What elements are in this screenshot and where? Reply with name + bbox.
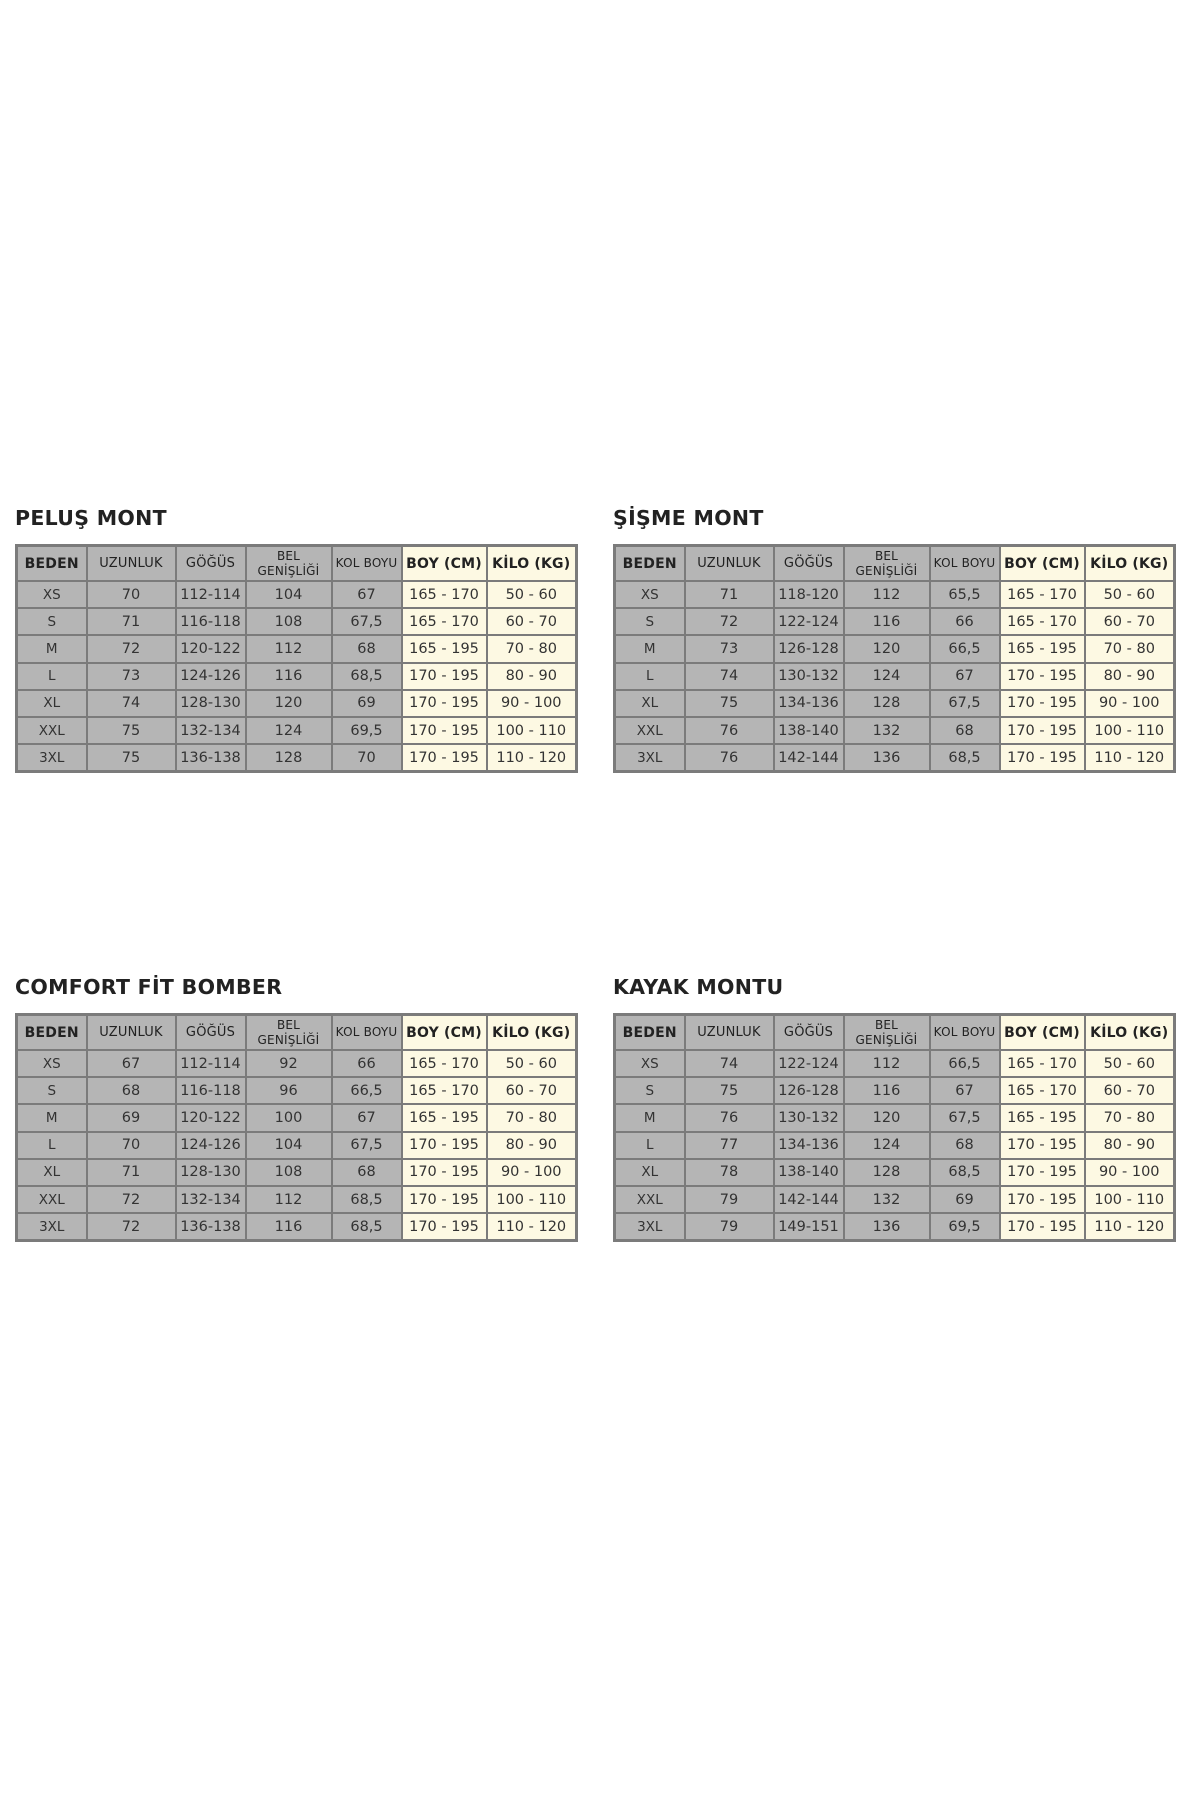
cell-kol-boyu: 68 xyxy=(930,1132,1000,1159)
cell-beden: XS xyxy=(17,581,87,608)
cell-gogus: 138-140 xyxy=(774,1159,844,1186)
cell-bel-genisligi: 116 xyxy=(246,663,332,690)
cell-gogus: 136-138 xyxy=(176,744,246,772)
cell-uzunluk: 74 xyxy=(87,690,176,717)
cell-uzunluk: 75 xyxy=(87,744,176,772)
cell-kilo: 110 - 120 xyxy=(487,744,577,772)
size-table xyxy=(15,544,578,773)
cell-uzunluk: 71 xyxy=(87,608,176,635)
size-table xyxy=(613,544,1176,773)
cell-bel-genisligi: 104 xyxy=(246,1132,332,1159)
cell-gogus: 130-132 xyxy=(774,663,844,690)
cell-kol-boyu: 67,5 xyxy=(930,1104,1000,1131)
cell-boy: 170 - 195 xyxy=(402,663,487,690)
col-header-boy: BOY (CM) xyxy=(402,546,487,582)
cell-gogus: 122-124 xyxy=(774,608,844,635)
cell-kilo: 100 - 110 xyxy=(1085,717,1175,744)
cell-beden: 3XL xyxy=(17,744,87,772)
table-body xyxy=(17,581,577,772)
cell-boy: 170 - 195 xyxy=(402,744,487,772)
cell-beden: XXL xyxy=(615,1186,685,1213)
cell-uzunluk: 67 xyxy=(87,1050,176,1077)
cell-kilo: 60 - 70 xyxy=(1085,1077,1175,1104)
col-header-bel-genisligi: BEL GENİŞLİĞİ xyxy=(844,546,930,582)
cell-kilo: 80 - 90 xyxy=(1085,1132,1175,1159)
table-row xyxy=(17,1132,577,1159)
cell-bel-genisligi: 116 xyxy=(246,1213,332,1241)
cell-bel-genisligi: 128 xyxy=(246,744,332,772)
cell-uzunluk: 71 xyxy=(685,581,774,608)
col-header-boy: BOY (CM) xyxy=(402,1015,487,1051)
cell-gogus: 138-140 xyxy=(774,717,844,744)
cell-bel-genisligi: 112 xyxy=(844,1050,930,1077)
cell-boy: 165 - 170 xyxy=(402,1050,487,1077)
cell-kilo: 50 - 60 xyxy=(1085,1050,1175,1077)
cell-gogus: 132-134 xyxy=(176,1186,246,1213)
cell-bel-genisligi: 120 xyxy=(246,690,332,717)
table-body xyxy=(17,1050,577,1241)
cell-uzunluk: 72 xyxy=(87,1213,176,1241)
cell-uzunluk: 70 xyxy=(87,581,176,608)
table-row xyxy=(17,581,577,608)
cell-gogus: 134-136 xyxy=(774,1132,844,1159)
cell-boy: 170 - 195 xyxy=(1000,1159,1085,1186)
cell-kol-boyu: 68,5 xyxy=(332,1213,402,1241)
cell-kilo: 110 - 120 xyxy=(1085,1213,1175,1241)
col-header-bel-genisligi: BEL GENİŞLİĞİ xyxy=(246,1015,332,1051)
cell-boy: 170 - 195 xyxy=(402,690,487,717)
cell-boy: 170 - 195 xyxy=(1000,744,1085,772)
table-row xyxy=(17,635,577,662)
cell-kilo: 60 - 70 xyxy=(487,608,577,635)
table-row xyxy=(615,717,1175,744)
cell-gogus: 124-126 xyxy=(176,663,246,690)
section-title: PELUŞ MONT xyxy=(15,506,167,530)
col-header-kilo: KİLO (KG) xyxy=(487,1015,577,1051)
cell-kilo: 90 - 100 xyxy=(487,1159,577,1186)
table-row xyxy=(615,635,1175,662)
table-row xyxy=(615,1186,1175,1213)
section-title: COMFORT FİT BOMBER xyxy=(15,975,283,999)
cell-kilo: 100 - 110 xyxy=(1085,1186,1175,1213)
col-header-beden: BEDEN xyxy=(17,1015,87,1051)
col-header-bel-genisligi: BEL GENİŞLİĞİ xyxy=(246,546,332,582)
cell-uzunluk: 73 xyxy=(87,663,176,690)
cell-beden: XL xyxy=(615,1159,685,1186)
cell-boy: 170 - 195 xyxy=(402,1186,487,1213)
cell-kol-boyu: 67,5 xyxy=(332,1132,402,1159)
cell-gogus: 128-130 xyxy=(176,1159,246,1186)
cell-boy: 165 - 170 xyxy=(1000,1077,1085,1104)
cell-gogus: 130-132 xyxy=(774,1104,844,1131)
cell-boy: 165 - 195 xyxy=(1000,635,1085,662)
cell-gogus: 118-120 xyxy=(774,581,844,608)
table-row xyxy=(17,608,577,635)
table-row xyxy=(615,690,1175,717)
cell-kilo: 80 - 90 xyxy=(487,1132,577,1159)
cell-gogus: 122-124 xyxy=(774,1050,844,1077)
cell-kol-boyu: 68,5 xyxy=(332,1186,402,1213)
header-row xyxy=(615,1015,1175,1051)
cell-beden: S xyxy=(17,608,87,635)
table-body xyxy=(615,1050,1175,1241)
col-header-beden: BEDEN xyxy=(615,1015,685,1051)
cell-uzunluk: 72 xyxy=(87,635,176,662)
col-header-gogus: GÖĞÜS xyxy=(176,1015,246,1051)
table-row xyxy=(615,1104,1175,1131)
cell-kilo: 70 - 80 xyxy=(1085,635,1175,662)
cell-bel-genisligi: 124 xyxy=(246,717,332,744)
cell-bel-genisligi: 124 xyxy=(844,663,930,690)
cell-beden: L xyxy=(615,1132,685,1159)
col-header-uzunluk: UZUNLUK xyxy=(685,546,774,582)
cell-kol-boyu: 65,5 xyxy=(930,581,1000,608)
cell-bel-genisligi: 96 xyxy=(246,1077,332,1104)
cell-bel-genisligi: 112 xyxy=(246,635,332,662)
cell-beden: XL xyxy=(17,1159,87,1186)
cell-beden: XXL xyxy=(17,717,87,744)
cell-uzunluk: 76 xyxy=(685,744,774,772)
cell-beden: S xyxy=(17,1077,87,1104)
cell-kol-boyu: 70 xyxy=(332,744,402,772)
cell-beden: XL xyxy=(615,690,685,717)
col-header-kol-boyu: KOL BOYU xyxy=(930,1015,1000,1051)
cell-kol-boyu: 69 xyxy=(930,1186,1000,1213)
cell-kilo: 50 - 60 xyxy=(1085,581,1175,608)
cell-kol-boyu: 69 xyxy=(332,690,402,717)
cell-kol-boyu: 67 xyxy=(332,1104,402,1131)
table-row xyxy=(17,1213,577,1241)
col-header-gogus: GÖĞÜS xyxy=(774,546,844,582)
cell-gogus: 142-144 xyxy=(774,744,844,772)
cell-beden: 3XL xyxy=(615,744,685,772)
col-header-bel-genisligi: BEL GENİŞLİĞİ xyxy=(844,1015,930,1051)
cell-boy: 165 - 170 xyxy=(402,608,487,635)
cell-boy: 170 - 195 xyxy=(1000,1213,1085,1241)
cell-boy: 170 - 195 xyxy=(402,717,487,744)
cell-gogus: 136-138 xyxy=(176,1213,246,1241)
cell-kol-boyu: 67,5 xyxy=(930,690,1000,717)
cell-beden: L xyxy=(615,663,685,690)
table-row xyxy=(17,690,577,717)
col-header-kilo: KİLO (KG) xyxy=(1085,1015,1175,1051)
cell-boy: 170 - 195 xyxy=(1000,717,1085,744)
header-row xyxy=(17,1015,577,1051)
table-row xyxy=(615,1077,1175,1104)
cell-bel-genisligi: 136 xyxy=(844,1213,930,1241)
cell-bel-genisligi: 132 xyxy=(844,1186,930,1213)
cell-uzunluk: 70 xyxy=(87,1132,176,1159)
cell-kilo: 110 - 120 xyxy=(487,1213,577,1241)
cell-bel-genisligi: 120 xyxy=(844,1104,930,1131)
cell-kol-boyu: 68 xyxy=(332,1159,402,1186)
table-row xyxy=(17,1077,577,1104)
cell-uzunluk: 79 xyxy=(685,1186,774,1213)
col-header-gogus: GÖĞÜS xyxy=(774,1015,844,1051)
header-row xyxy=(17,546,577,582)
cell-uzunluk: 72 xyxy=(87,1186,176,1213)
cell-uzunluk: 69 xyxy=(87,1104,176,1131)
cell-beden: M xyxy=(17,635,87,662)
cell-kilo: 90 - 100 xyxy=(487,690,577,717)
section-title: KAYAK MONTU xyxy=(613,975,784,999)
cell-kol-boyu: 68 xyxy=(332,635,402,662)
header-row xyxy=(615,546,1175,582)
col-header-uzunluk: UZUNLUK xyxy=(87,1015,176,1051)
cell-uzunluk: 68 xyxy=(87,1077,176,1104)
cell-boy: 170 - 195 xyxy=(1000,690,1085,717)
cell-kol-boyu: 67 xyxy=(930,1077,1000,1104)
cell-gogus: 112-114 xyxy=(176,1050,246,1077)
cell-bel-genisligi: 108 xyxy=(246,608,332,635)
cell-gogus: 120-122 xyxy=(176,635,246,662)
cell-kilo: 90 - 100 xyxy=(1085,1159,1175,1186)
col-header-boy: BOY (CM) xyxy=(1000,1015,1085,1051)
cell-kilo: 70 - 80 xyxy=(1085,1104,1175,1131)
cell-boy: 165 - 195 xyxy=(402,1104,487,1131)
cell-bel-genisligi: 116 xyxy=(844,608,930,635)
table-row xyxy=(615,1213,1175,1241)
cell-kilo: 80 - 90 xyxy=(487,663,577,690)
cell-boy: 170 - 195 xyxy=(1000,1132,1085,1159)
cell-gogus: 126-128 xyxy=(774,635,844,662)
cell-gogus: 112-114 xyxy=(176,581,246,608)
col-header-boy: BOY (CM) xyxy=(1000,546,1085,582)
cell-boy: 165 - 170 xyxy=(402,581,487,608)
cell-kol-boyu: 68,5 xyxy=(930,1159,1000,1186)
cell-kol-boyu: 67,5 xyxy=(332,608,402,635)
cell-gogus: 128-130 xyxy=(176,690,246,717)
cell-boy: 165 - 170 xyxy=(402,1077,487,1104)
table-row xyxy=(615,1050,1175,1077)
cell-uzunluk: 74 xyxy=(685,1050,774,1077)
cell-gogus: 132-134 xyxy=(176,717,246,744)
cell-kilo: 50 - 60 xyxy=(487,1050,577,1077)
cell-kol-boyu: 66 xyxy=(930,608,1000,635)
cell-kol-boyu: 68 xyxy=(930,717,1000,744)
table-row xyxy=(615,663,1175,690)
cell-kilo: 90 - 100 xyxy=(1085,690,1175,717)
cell-gogus: 134-136 xyxy=(774,690,844,717)
cell-kol-boyu: 66 xyxy=(332,1050,402,1077)
cell-bel-genisligi: 116 xyxy=(844,1077,930,1104)
col-header-beden: BEDEN xyxy=(615,546,685,582)
size-chart-kayak-montu xyxy=(613,975,1173,1242)
cell-kilo: 60 - 70 xyxy=(487,1077,577,1104)
size-chart-sisme-mont xyxy=(613,506,1173,773)
cell-beden: M xyxy=(615,635,685,662)
size-table xyxy=(15,1013,578,1242)
cell-bel-genisligi: 112 xyxy=(246,1186,332,1213)
cell-uzunluk: 71 xyxy=(87,1159,176,1186)
cell-beden: XXL xyxy=(615,717,685,744)
cell-beden: M xyxy=(17,1104,87,1131)
cell-boy: 165 - 170 xyxy=(1000,1050,1085,1077)
cell-uzunluk: 75 xyxy=(685,690,774,717)
cell-boy: 170 - 195 xyxy=(402,1132,487,1159)
cell-gogus: 116-118 xyxy=(176,608,246,635)
table-row xyxy=(17,717,577,744)
cell-uzunluk: 79 xyxy=(685,1213,774,1241)
cell-uzunluk: 75 xyxy=(685,1077,774,1104)
cell-boy: 165 - 170 xyxy=(1000,608,1085,635)
cell-bel-genisligi: 128 xyxy=(844,1159,930,1186)
cell-kilo: 100 - 110 xyxy=(487,1186,577,1213)
cell-boy: 165 - 170 xyxy=(1000,581,1085,608)
cell-uzunluk: 78 xyxy=(685,1159,774,1186)
cell-bel-genisligi: 136 xyxy=(844,744,930,772)
cell-kol-boyu: 66,5 xyxy=(930,1050,1000,1077)
table-row xyxy=(17,1186,577,1213)
cell-beden: XS xyxy=(615,1050,685,1077)
cell-kol-boyu: 67 xyxy=(332,581,402,608)
cell-gogus: 120-122 xyxy=(176,1104,246,1131)
section-title: ŞİŞME MONT xyxy=(613,506,764,530)
cell-beden: XS xyxy=(615,581,685,608)
cell-boy: 170 - 195 xyxy=(1000,663,1085,690)
cell-beden: XL xyxy=(17,690,87,717)
cell-boy: 170 - 195 xyxy=(402,1213,487,1241)
col-header-kilo: KİLO (KG) xyxy=(487,546,577,582)
table-row xyxy=(17,1159,577,1186)
cell-kilo: 70 - 80 xyxy=(487,1104,577,1131)
col-header-beden: BEDEN xyxy=(17,546,87,582)
cell-uzunluk: 76 xyxy=(685,1104,774,1131)
cell-bel-genisligi: 112 xyxy=(844,581,930,608)
table-row xyxy=(615,608,1175,635)
cell-bel-genisligi: 128 xyxy=(844,690,930,717)
col-header-kilo: KİLO (KG) xyxy=(1085,546,1175,582)
cell-beden: S xyxy=(615,1077,685,1104)
cell-beden: M xyxy=(615,1104,685,1131)
cell-bel-genisligi: 100 xyxy=(246,1104,332,1131)
cell-uzunluk: 76 xyxy=(685,717,774,744)
cell-boy: 170 - 195 xyxy=(402,1159,487,1186)
table-row xyxy=(17,744,577,772)
cell-kilo: 70 - 80 xyxy=(487,635,577,662)
cell-kol-boyu: 69,5 xyxy=(930,1213,1000,1241)
cell-bel-genisligi: 120 xyxy=(844,635,930,662)
cell-kol-boyu: 66,5 xyxy=(930,635,1000,662)
cell-kilo: 100 - 110 xyxy=(487,717,577,744)
cell-kol-boyu: 69,5 xyxy=(332,717,402,744)
cell-boy: 165 - 195 xyxy=(402,635,487,662)
table-body xyxy=(615,581,1175,772)
cell-uzunluk: 72 xyxy=(685,608,774,635)
cell-uzunluk: 74 xyxy=(685,663,774,690)
cell-beden: 3XL xyxy=(17,1213,87,1241)
cell-bel-genisligi: 124 xyxy=(844,1132,930,1159)
cell-kol-boyu: 66,5 xyxy=(332,1077,402,1104)
col-header-kol-boyu: KOL BOYU xyxy=(332,1015,402,1051)
cell-gogus: 149-151 xyxy=(774,1213,844,1241)
cell-kol-boyu: 67 xyxy=(930,663,1000,690)
col-header-kol-boyu: KOL BOYU xyxy=(332,546,402,582)
cell-gogus: 116-118 xyxy=(176,1077,246,1104)
cell-gogus: 126-128 xyxy=(774,1077,844,1104)
table-row xyxy=(615,1159,1175,1186)
col-header-uzunluk: UZUNLUK xyxy=(685,1015,774,1051)
table-row xyxy=(17,1050,577,1077)
cell-uzunluk: 73 xyxy=(685,635,774,662)
cell-beden: XXL xyxy=(17,1186,87,1213)
col-header-gogus: GÖĞÜS xyxy=(176,546,246,582)
cell-beden: S xyxy=(615,608,685,635)
cell-kilo: 80 - 90 xyxy=(1085,663,1175,690)
col-header-uzunluk: UZUNLUK xyxy=(87,546,176,582)
size-table xyxy=(613,1013,1176,1242)
col-header-kol-boyu: KOL BOYU xyxy=(930,546,1000,582)
cell-bel-genisligi: 132 xyxy=(844,717,930,744)
cell-beden: 3XL xyxy=(615,1213,685,1241)
cell-bel-genisligi: 92 xyxy=(246,1050,332,1077)
cell-beden: L xyxy=(17,1132,87,1159)
cell-kilo: 50 - 60 xyxy=(487,581,577,608)
table-row xyxy=(17,1104,577,1131)
cell-uzunluk: 77 xyxy=(685,1132,774,1159)
cell-bel-genisligi: 104 xyxy=(246,581,332,608)
cell-kol-boyu: 68,5 xyxy=(332,663,402,690)
cell-gogus: 142-144 xyxy=(774,1186,844,1213)
table-row xyxy=(615,744,1175,772)
cell-kilo: 60 - 70 xyxy=(1085,608,1175,635)
cell-boy: 165 - 195 xyxy=(1000,1104,1085,1131)
cell-gogus: 124-126 xyxy=(176,1132,246,1159)
size-chart-pelus-mont xyxy=(15,506,575,773)
cell-kol-boyu: 68,5 xyxy=(930,744,1000,772)
table-row xyxy=(615,1132,1175,1159)
cell-beden: L xyxy=(17,663,87,690)
cell-boy: 170 - 195 xyxy=(1000,1186,1085,1213)
table-row xyxy=(17,663,577,690)
cell-bel-genisligi: 108 xyxy=(246,1159,332,1186)
cell-beden: XS xyxy=(17,1050,87,1077)
size-chart-comfort-fit-bomber xyxy=(15,975,575,1242)
cell-uzunluk: 75 xyxy=(87,717,176,744)
cell-kilo: 110 - 120 xyxy=(1085,744,1175,772)
table-row xyxy=(615,581,1175,608)
